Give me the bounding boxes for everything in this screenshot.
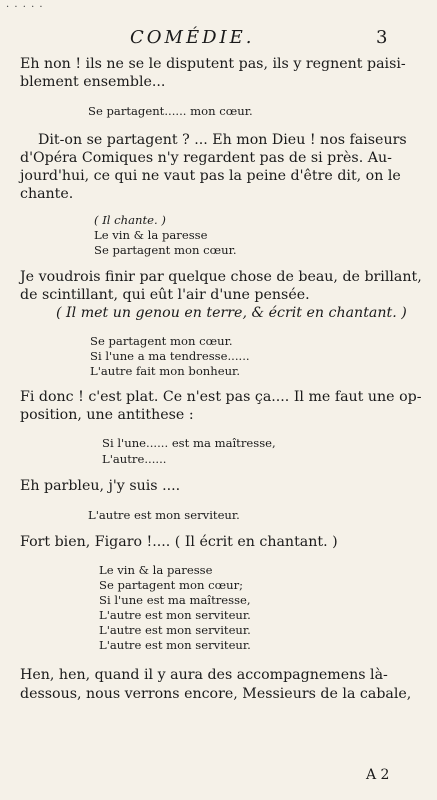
signature-mark: A 2 (366, 767, 390, 783)
verse-line: L'autre fait mon bonheur. (90, 364, 241, 378)
prose-line: Eh non ! ils ne se le disputent pas, ils y regnent paisi- (20, 56, 406, 72)
prose-line: d'Opéra Comiques n'y regardent pas de si près. Au- (20, 150, 392, 166)
verse-line: Si l'une...... est ma maîtresse, (102, 436, 276, 450)
stage-direction: ( Il chante. ) (94, 213, 166, 227)
stage-direction: ( Il met un genou en terre, & écrit en chantant. ) (56, 305, 407, 321)
prose-line: Je voudrois finir par quelque chose de beau, de brillant, (20, 269, 422, 285)
verse-line: L'autre...... (102, 452, 167, 466)
prose-line: Fort bien, Figaro !.... ( Il écrit en chantant. ) (20, 534, 338, 550)
prose-line: dessous, nous verrons encore, Messieurs de la cabale, (20, 686, 412, 702)
verse-line: Se partagent mon cœur. (90, 334, 233, 348)
verse-line: Le vin & la paresse (94, 228, 208, 242)
prose-line: position, une antithese : (20, 407, 194, 423)
verse-line: Si l'une a ma tendresse...... (90, 349, 250, 363)
verse-line: L'autre est mon serviteur. (99, 608, 251, 622)
page-header (0, 27, 437, 49)
running-head: COMÉDIE. (130, 27, 255, 48)
page-number: 3 (376, 27, 388, 48)
prose-line: jourd'hui, ce qui ne vaut pas la peine d'être dit, on le (20, 168, 401, 184)
top-mark: · · · · · (6, 2, 44, 13)
verse-line: Si l'une est ma maîtresse, (99, 593, 251, 607)
prose-line: Dit-on se partagent ? ... Eh mon Dieu ! nos faiseurs (38, 132, 407, 148)
prose-line: chante. (20, 186, 74, 202)
verse-line: Se partagent mon cœur; (99, 578, 244, 592)
verse-line: L'autre est mon serviteur. (99, 638, 251, 652)
verse-line: L'autre est mon serviteur. (88, 508, 240, 522)
verse-line: L'autre est mon serviteur. (99, 623, 251, 637)
prose-line: blement ensemble... (20, 74, 166, 90)
prose-line: de scintillant, qui eût l'air d'une pensée. (20, 287, 310, 303)
prose-line: Eh parbleu, j'y suis .... (20, 478, 181, 494)
verse-line: Se partagent mon cœur. (94, 243, 237, 257)
prose-line: Fi donc ! c'est plat. Ce n'est pas ça.... Il me faut une op- (20, 389, 422, 405)
prose-line: Hen, hen, quand il y aura des accompagnemens là- (20, 667, 388, 683)
verse-line: Le vin & la paresse (99, 563, 213, 577)
verse-line: Se partagent...... mon cœur. (88, 104, 253, 118)
